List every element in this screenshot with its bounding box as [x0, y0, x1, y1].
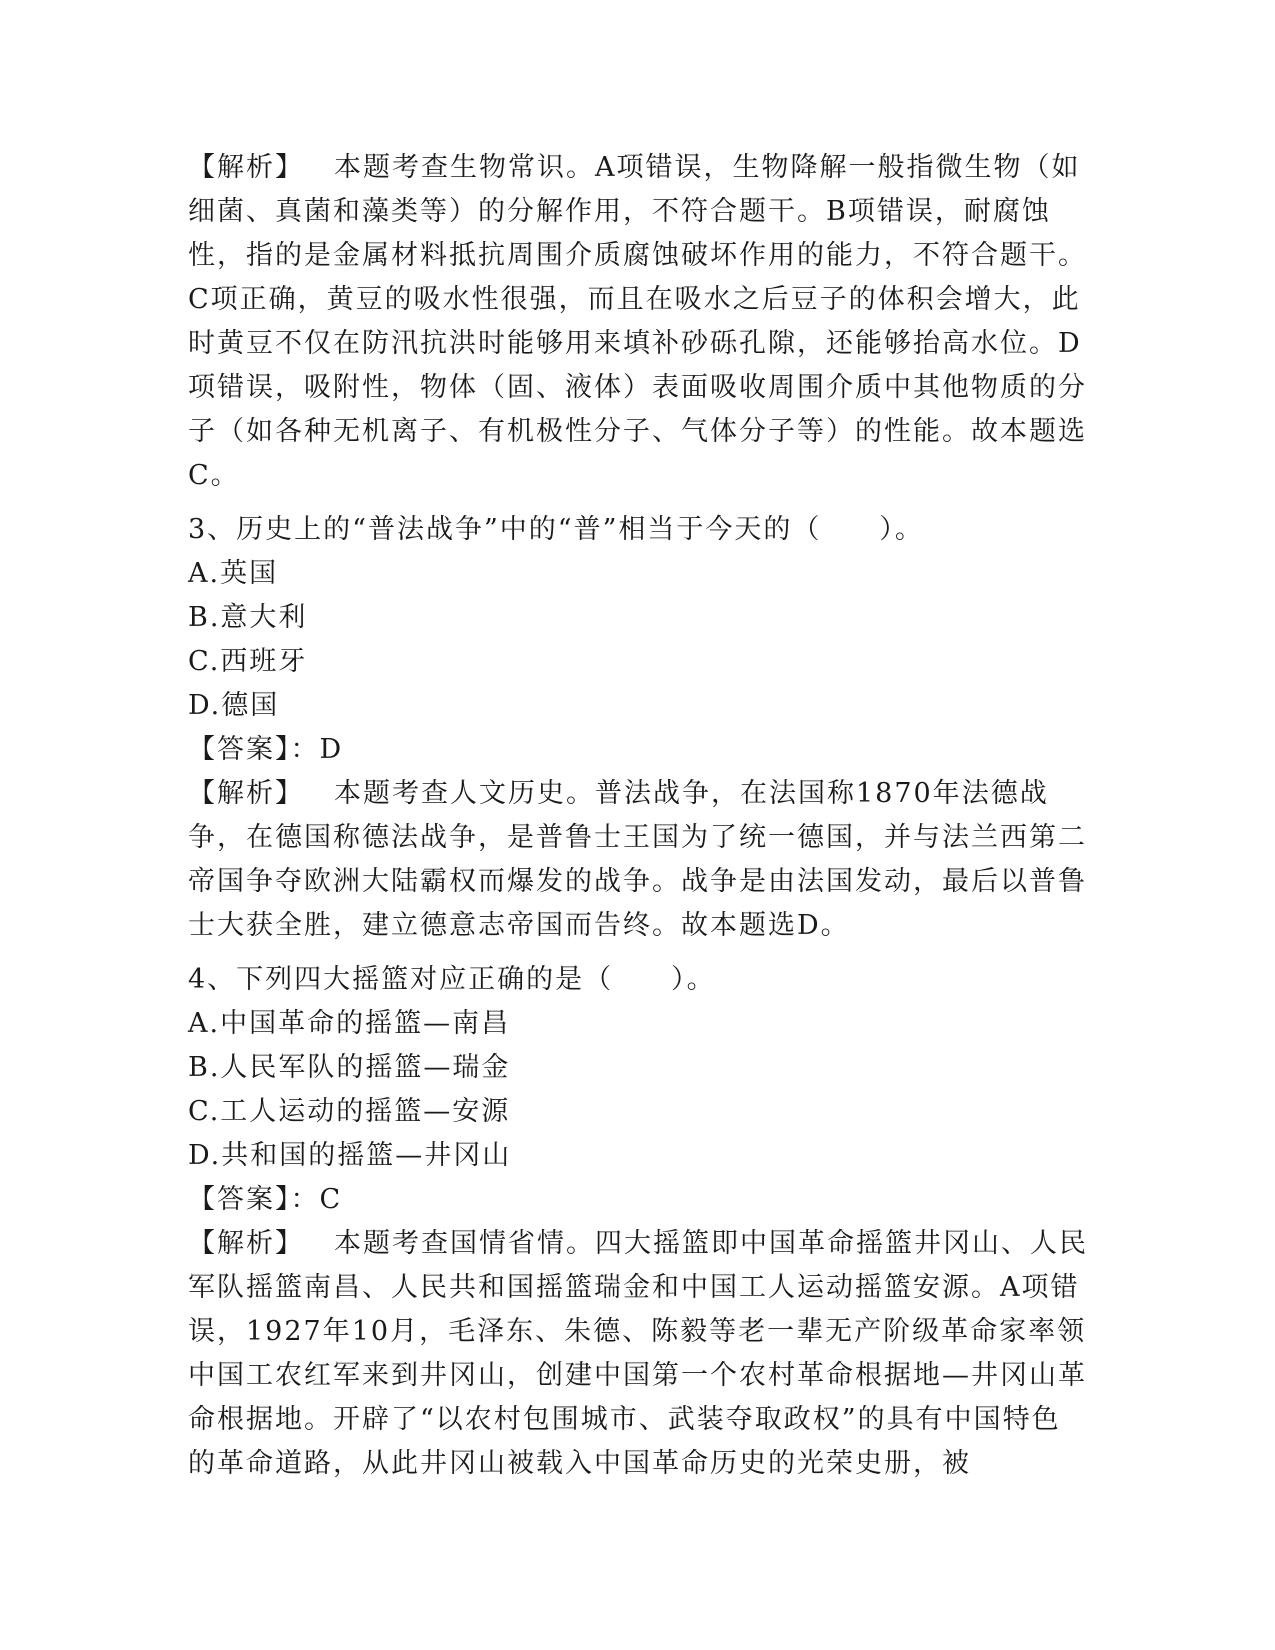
- q3-option-b: B.意大利: [188, 602, 308, 633]
- q3-answer: 【答案】：D: [188, 734, 344, 765]
- q4-analysis: [188, 1222, 1088, 1486]
- document-page: [188, 146, 1088, 1486]
- q3-option-d: D.德国: [188, 690, 280, 721]
- q4-option-d: D.共和国的摇篮—井冈山: [188, 1140, 512, 1171]
- q2-analysis: [188, 146, 1088, 498]
- q3-analysis: [188, 772, 1088, 948]
- analysis-label: 【解析】: [188, 152, 304, 183]
- q3-option-c: C.西班牙: [188, 646, 308, 677]
- q3-option-a: A.英国: [188, 558, 279, 589]
- q4-answer: 【答案】：C: [188, 1184, 343, 1215]
- analysis-text: 本题考查国情省情。四大摇篮即中国革命摇篮井冈山、人民军队摇篮南昌、人民共和国摇篮瑞金和中国工人运动摇篮安源。A项错误，1927年10月，毛泽东、朱德、陈毅等老一辈无产阶级革命家率领中国工农红军来到井冈山，创建中国第一个农村革命根据地—井冈山革命根据地。开辟了“以农村包围城市、武装夺取政权”的具有中国特色的革命道路，从此井冈山被载入中国革命历史的光荣史册，被: [188, 1228, 1088, 1479]
- analysis-text: 本题考查生物常识。A项错误，生物降解一般指微生物（如细菌、真菌和藻类等）的分解作用，不符合题干。B项错误，耐腐蚀性，指的是金属材料抵抗周围介质腐蚀破坏作用的能力，不符合题干。C项正确，黄豆的吸水性很强，而且在吸水之后豆子的体积会增大，此时黄豆不仅在防汛抗洪时能够用来填补砂砾孔隙，还能够抬高水位。D项错误，吸附性，物体（固、液体）表面吸收周围介质中其他物质的分子（如各种无机离子、有机极性分子、气体分子等）的性能。故本题选C。: [188, 152, 1087, 491]
- analysis-label: 【解析】: [188, 1228, 304, 1259]
- q4-question: 4、下列四大摇篮对应正确的是（ ）。: [188, 964, 716, 995]
- q4-option-a: A.中国革命的摇篮—南昌: [188, 1008, 511, 1039]
- analysis-label: 【解析】: [188, 778, 304, 809]
- q3-question: 3、历史上的“普法战争”中的“普”相当于今天的（ ）。: [188, 514, 924, 545]
- analysis-text: 本题考查人文历史。普法战争，在法国称1870年法德战争，在德国称德法战争，是普鲁士王国为了统一德国，并与法兰西第二帝国争夺欧洲大陆霸权而爆发的战争。战争是由法国发动，最后以普鲁士大获全胜，建立德意志帝国而告终。故本题选D。: [188, 778, 1087, 941]
- q4-option-c: C.工人运动的摇篮—安源: [188, 1096, 511, 1127]
- q4-option-b: B.人民军队的摇篮—瑞金: [188, 1052, 511, 1083]
